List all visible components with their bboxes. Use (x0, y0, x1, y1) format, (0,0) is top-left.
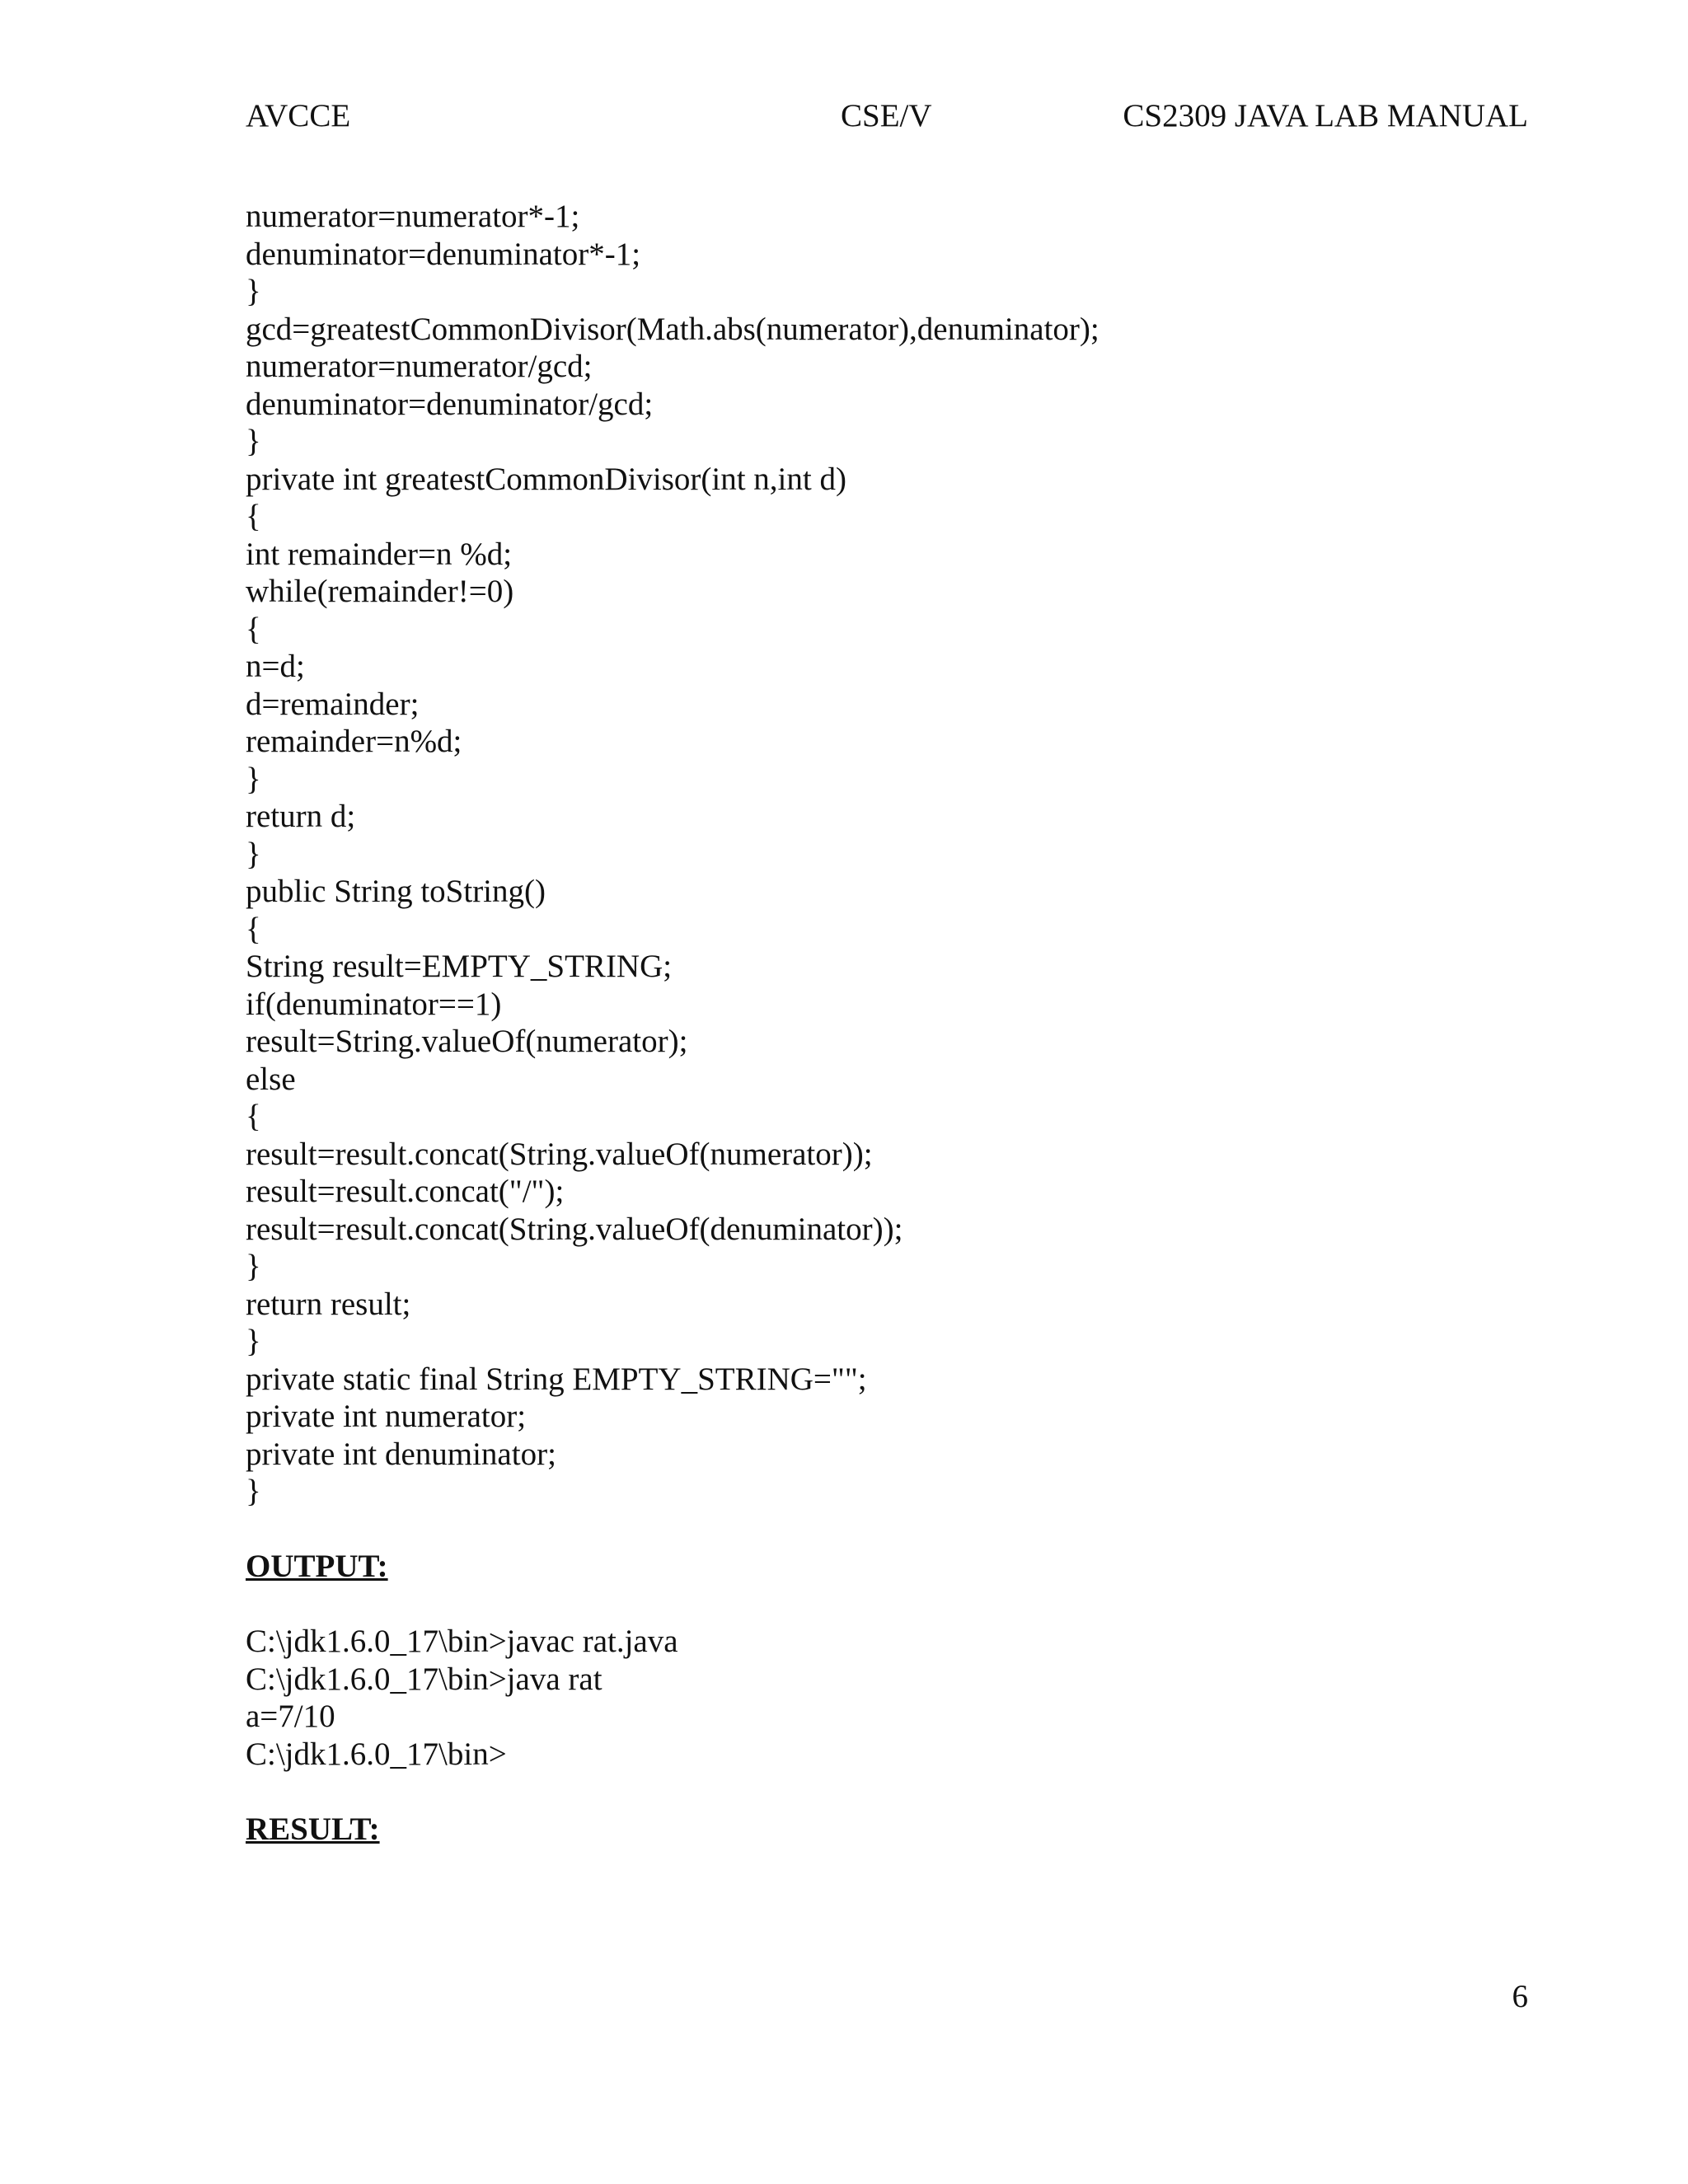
code-line: remainder=n%d; (246, 724, 462, 759)
header-institution: AVCCE (246, 98, 351, 134)
header-department: CSE/V (841, 98, 932, 134)
code-line: { (246, 1099, 261, 1134)
code-line: result=result.concat(String.valueOf(numerator)); (246, 1136, 873, 1172)
code-line: } (246, 424, 261, 459)
code-line: String result=EMPTY_STRING; (246, 949, 673, 984)
code-line: if(denuminator==1) (246, 986, 502, 1022)
code-line: numerator=numerator*-1; (246, 199, 580, 234)
code-line: return d; (246, 799, 356, 834)
code-line: } (246, 1249, 261, 1284)
code-listing (246, 198, 1531, 1511)
output-listing (246, 1623, 1531, 1773)
output-heading: OUTPUT: (246, 1549, 388, 1584)
output-line: C:\jdk1.6.0_17\bin>java rat (246, 1661, 603, 1697)
code-line: { (246, 911, 261, 947)
header-manual-title: CS2309 JAVA LAB MANUAL (1123, 98, 1528, 134)
page-header (0, 97, 1688, 138)
code-line: { (246, 499, 261, 534)
code-line: return result; (246, 1286, 411, 1322)
code-line: while(remainder!=0) (246, 574, 514, 609)
code-line: private int greatestCommonDivisor(int n,int d) (246, 461, 846, 497)
code-line: private int numerator; (246, 1399, 527, 1434)
code-line: n=d; (246, 649, 305, 684)
code-line: public String toString() (246, 874, 546, 909)
code-line: int remainder=n %d; (246, 536, 513, 572)
code-line: result=String.valueOf(numerator); (246, 1024, 688, 1059)
page-number: 6 (1512, 1979, 1528, 2014)
code-line: } (246, 1324, 261, 1359)
code-line: private static final String EMPTY_STRING=""; (246, 1361, 867, 1397)
output-line: a=7/10 (246, 1699, 335, 1734)
code-line: { (246, 611, 261, 647)
code-line: d=remainder; (246, 686, 420, 722)
code-line: numerator=numerator/gcd; (246, 349, 593, 384)
page-body (246, 198, 1531, 1848)
code-line: result=result.concat(String.valueOf(denuminator)); (246, 1211, 903, 1247)
output-line: C:\jdk1.6.0_17\bin>javac rat.java (246, 1624, 678, 1659)
code-line: } (246, 761, 261, 797)
code-line: denuminator=denuminator*-1; (246, 236, 641, 272)
code-line: private int denuminator; (246, 1436, 556, 1472)
result-heading: RESULT: (246, 1811, 380, 1847)
code-line: denuminator=denuminator/gcd; (246, 386, 654, 422)
code-line: } (246, 836, 261, 872)
code-line: gcd=greatestCommonDivisor(Math.abs(numerator),denuminator); (246, 311, 1100, 347)
code-line: } (246, 274, 261, 309)
output-line: C:\jdk1.6.0_17\bin> (246, 1736, 507, 1772)
code-line: } (246, 1474, 261, 1509)
code-line: result=result.concat("/"); (246, 1174, 565, 1209)
code-line: else (246, 1061, 296, 1097)
